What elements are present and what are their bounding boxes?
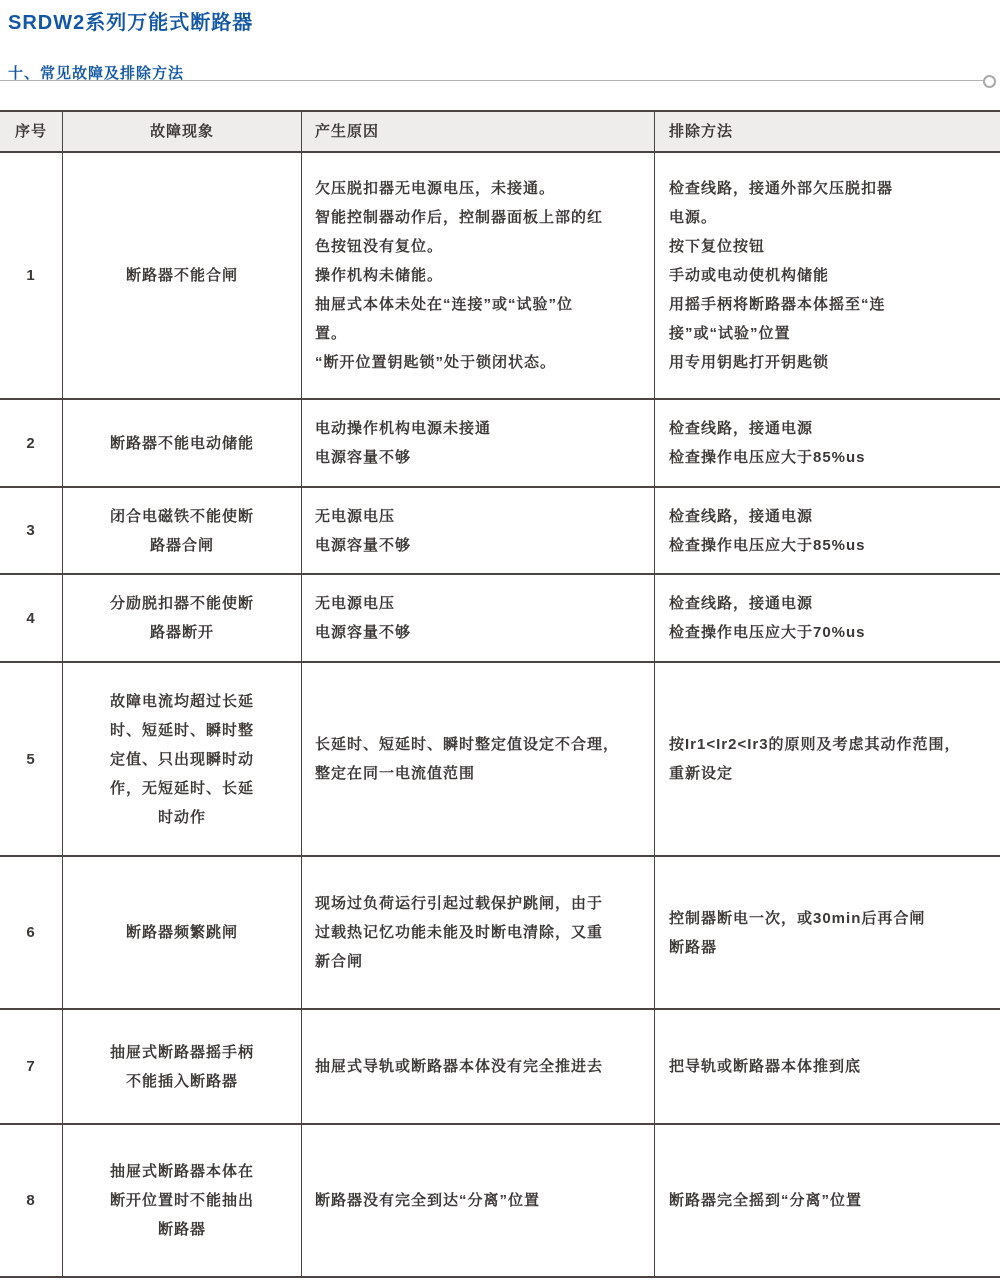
fault-troubleshooting-table [0, 110, 1000, 1278]
table-row [0, 575, 1000, 663]
cause-cell [302, 153, 655, 398]
text-line: 整定在同一电流值范围 [315, 765, 476, 782]
text-line: 时、短延时、瞬时整 [109, 721, 254, 739]
text-line: 抽屉式断路器本体在 [109, 1163, 254, 1180]
text-line: 操作机构未储能。 [315, 267, 444, 284]
text-line: 把导轨或断路器本体推到底 [669, 1058, 862, 1075]
text-line: 8 [26, 1192, 36, 1209]
table-row [0, 1125, 1000, 1278]
text-line: 分励脱扣器不能使断 [109, 595, 254, 612]
text-line: 电动操作机构电源未接通 [315, 420, 492, 437]
remedy-cell [655, 857, 1000, 1008]
text-line: 3 [26, 522, 36, 539]
fault-phenomenon-cell [63, 488, 302, 573]
text-line: 断路器频繁跳闸 [125, 924, 238, 941]
row-number-cell [0, 153, 63, 398]
text-line: 按下复位按钮 [669, 238, 766, 255]
text-line: 控制器断电一次，或30min后再合闸 [669, 909, 926, 927]
fault-phenomenon-cell [63, 575, 302, 661]
text-line: 定值、只出现瞬时动 [109, 750, 254, 768]
text-line: 电源容量不够 [315, 624, 412, 641]
text-line: 检查操作电压应大于85%us [669, 449, 866, 466]
text-line: 检查操作电压应大于85%us [669, 536, 866, 554]
text-line: 断路器完全摇到“分离”位置 [669, 1192, 863, 1209]
text-line: 断路器 [157, 1221, 206, 1238]
text-line: 断路器不能电动储能 [109, 434, 254, 452]
remedy-cell [655, 488, 1000, 573]
row-number-cell [0, 1125, 63, 1276]
remedy-cell [655, 1010, 1000, 1123]
table-body [0, 153, 1000, 1278]
row-number-cell [0, 1010, 63, 1123]
text-line: 用专用钥匙打开钥匙锁 [669, 354, 830, 371]
text-line: 断路器不能合闸 [125, 267, 238, 284]
text-line: 2 [26, 434, 36, 452]
row-number-cell [0, 857, 63, 1008]
text-line: 闭合电磁铁不能使断 [109, 507, 254, 525]
text-line: 5 [26, 750, 36, 768]
header-cell-remedy: 排除方法 [669, 123, 734, 140]
table-header-row [0, 110, 1000, 153]
remedy-cell [655, 1125, 1000, 1276]
page-title: SRDW2系列万能式断路器 [8, 12, 254, 34]
text-line: 检查线路，接通电源 [669, 595, 814, 612]
text-line: 故障电流均超过长延 [109, 692, 254, 710]
text-line: 抽屉式断路器摇手柄 [109, 1043, 254, 1061]
text-line: 4 [26, 609, 36, 627]
cause-cell [302, 400, 655, 486]
text-line: 检查操作电压应大于70%us [669, 624, 866, 641]
text-line: 按Ir1<Ir2<Ir3的原则及考虑其动作范围， [669, 736, 961, 753]
remedy-cell [655, 153, 1000, 398]
text-line: 无电源电压 [315, 595, 396, 612]
text-line: 检查线路，接通外部欠压脱扣器 [669, 180, 894, 197]
text-line: 检查线路，接通电源 [669, 420, 814, 437]
text-line: 7 [26, 1058, 36, 1075]
text-line: 断开位置时不能抽出 [109, 1192, 254, 1209]
text-line: 接”或“试验”位置 [669, 325, 791, 342]
text-line: 用摇手柄将断路器本体摇至“连 [669, 296, 886, 313]
row-number-cell [0, 488, 63, 573]
table-row [0, 400, 1000, 488]
text-line: 1 [26, 267, 36, 284]
text-line: 作，无短延时、长延 [109, 779, 254, 797]
text-line: 6 [26, 924, 36, 941]
text-line: 重新设定 [669, 765, 734, 782]
fault-phenomenon-cell [63, 663, 302, 855]
table-row [0, 663, 1000, 857]
cause-cell [302, 1010, 655, 1123]
text-line: 路器合闸 [149, 536, 214, 554]
cause-cell [302, 663, 655, 855]
text-line: 欠压脱扣器无电源电压，未接通。 [315, 180, 556, 197]
fault-phenomenon-cell [63, 400, 302, 486]
header-cell-phenomenon: 故障现象 [63, 112, 302, 151]
remedy-cell [655, 400, 1000, 486]
divider-end-circle [983, 75, 996, 88]
fault-phenomenon-cell [63, 1125, 302, 1276]
row-number-cell [0, 663, 63, 855]
cause-cell [302, 857, 655, 1008]
text-line: 置。 [315, 325, 348, 342]
table-row [0, 1010, 1000, 1125]
text-line: 现场过负荷运行引起过载保护跳闸，由于 [315, 895, 604, 912]
text-line: 不能插入断路器 [125, 1072, 238, 1090]
text-line: 时动作 [157, 808, 206, 826]
text-line: “断开位置钥匙锁”处于锁闭状态。 [315, 354, 557, 371]
text-line: 抽屉式本体未处在“连接”或“试验”位 [315, 296, 574, 313]
remedy-cell [655, 663, 1000, 855]
cause-cell [302, 1125, 655, 1276]
row-number-cell [0, 400, 63, 486]
text-line: 断路器 [669, 938, 718, 956]
text-line: 无电源电压 [315, 507, 396, 525]
text-line: 电源容量不够 [315, 536, 412, 554]
section-title: 十、常见故障及排除方法 [8, 65, 185, 82]
header-cell-cause: 产生原因 [302, 112, 655, 151]
text-line: 断路器没有完全到达“分离”位置 [315, 1192, 541, 1209]
text-line: 手动或电动使机构储能 [669, 267, 830, 284]
header-cell-serial: 序号 [0, 112, 63, 151]
text-line: 色按钮没有复位。 [315, 238, 444, 255]
text-line: 电源容量不够 [315, 449, 412, 466]
fault-phenomenon-cell [63, 153, 302, 398]
text-line: 过载热记忆功能未能及时断电清除，又重 [315, 924, 604, 941]
cause-cell [302, 488, 655, 573]
cause-cell [302, 575, 655, 661]
text-line: 抽屉式导轨或断路器本体没有完全推进去 [315, 1058, 604, 1075]
table-row [0, 857, 1000, 1010]
text-line: 检查线路，接通电源 [669, 507, 814, 525]
remedy-cell [655, 575, 1000, 661]
text-line: 新合闸 [315, 953, 364, 970]
section-divider-line [0, 80, 996, 81]
text-line: 长延时、短延时、瞬时整定值设定不合理， [315, 736, 620, 753]
table-row [0, 153, 1000, 400]
text-line: 电源。 [669, 209, 718, 226]
row-number-cell [0, 575, 63, 661]
text-line: 路器断开 [149, 624, 214, 641]
fault-phenomenon-cell [63, 1010, 302, 1123]
text-line: 智能控制器动作后，控制器面板上部的红 [315, 209, 604, 226]
fault-phenomenon-cell [63, 857, 302, 1008]
table-row [0, 488, 1000, 575]
